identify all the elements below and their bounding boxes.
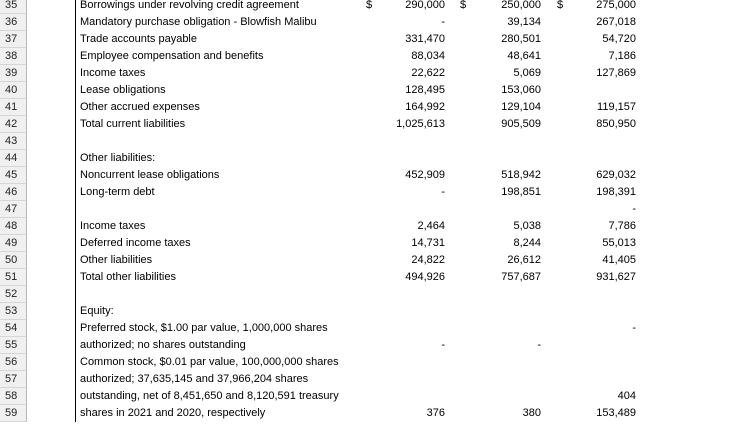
sheet-row-54[interactable]: [0, 320, 745, 337]
row-header[interactable]: 40: [0, 82, 27, 99]
row-header[interactable]: 49: [0, 235, 27, 252]
row-label[interactable]: outstanding, net of 8,451,650 and 8,120,591 treasury: [80, 390, 339, 402]
column-border: [75, 116, 76, 133]
row-label[interactable]: Other liabilities:: [80, 152, 156, 164]
value-cell-c2[interactable]: 5,069: [513, 67, 541, 79]
sheet-row-47[interactable]: [0, 201, 745, 218]
value-cell-c3[interactable]: 198,391: [596, 186, 636, 198]
value-cell-c2[interactable]: 518,942: [501, 169, 541, 181]
column-border: [75, 0, 76, 14]
column-border: [75, 218, 76, 235]
value-cell-c1[interactable]: -: [441, 16, 445, 28]
value-cell-c2[interactable]: [455, 320, 541, 336]
sheet-row-39[interactable]: [0, 65, 745, 82]
row-label[interactable]: Noncurrent lease obligations: [80, 169, 220, 181]
sheet-row-53[interactable]: [0, 303, 745, 320]
sheet-row-52[interactable]: [0, 286, 745, 303]
value-cell-c1[interactable]: 88,034: [411, 50, 445, 62]
row-header[interactable]: 55: [0, 337, 27, 354]
value-cell-c2[interactable]: 48,641: [507, 50, 541, 62]
value-cell-c3[interactable]: 275,000: [596, 0, 636, 11]
value-cell-c2[interactable]: [455, 354, 541, 370]
column-border: [75, 371, 76, 388]
sheet-row-45[interactable]: [0, 167, 745, 184]
sheet-row-40[interactable]: [0, 82, 745, 99]
row-header[interactable]: 58: [0, 388, 27, 405]
dollar-sign: $: [557, 0, 564, 11]
row-label[interactable]: shares in 2021 and 2020, respectively: [80, 407, 266, 419]
value-cell-c1[interactable]: [360, 133, 445, 149]
row-header[interactable]: 57: [0, 371, 27, 388]
value-cell-c2[interactable]: [455, 150, 541, 166]
row-label[interactable]: Lease obligations: [80, 84, 166, 96]
row-header[interactable]: 42: [0, 116, 27, 133]
row-label[interactable]: Deferred income taxes: [80, 237, 191, 249]
value-cell-c3[interactable]: 7,786: [608, 220, 636, 232]
value-cell-c1[interactable]: [360, 201, 445, 217]
row-header[interactable]: 36: [0, 14, 27, 31]
row-header[interactable]: 41: [0, 99, 27, 116]
sheet-row-43[interactable]: [0, 133, 745, 150]
value-cell-c3[interactable]: [548, 337, 636, 353]
value-cell-c1[interactable]: -: [441, 186, 445, 198]
row-header[interactable]: 47: [0, 201, 27, 218]
value-cell-c2[interactable]: 8,244: [513, 237, 541, 249]
row-header[interactable]: 56: [0, 354, 27, 371]
sheet-row-44[interactable]: [0, 150, 745, 167]
column-border: [75, 388, 76, 405]
row-header[interactable]: 51: [0, 269, 27, 286]
row-label[interactable]: Total current liabilities: [80, 118, 186, 130]
row-header[interactable]: 46: [0, 184, 27, 201]
row-header[interactable]: 37: [0, 31, 27, 48]
value-cell-c1[interactable]: [360, 320, 445, 336]
value-cell-c3[interactable]: [548, 286, 636, 302]
sheet-row-56[interactable]: [0, 354, 745, 371]
column-border: [75, 31, 76, 48]
value-cell-c1[interactable]: 290,000: [405, 0, 445, 11]
column-border: [75, 65, 76, 82]
value-cell-c3[interactable]: 153,489: [596, 407, 636, 419]
value-cell-c3[interactable]: [548, 82, 636, 98]
row-label[interactable]: Income taxes: [80, 220, 146, 232]
value-cell-c3[interactable]: 55,013: [602, 237, 636, 249]
value-cell-c1[interactable]: 331,470: [405, 33, 445, 45]
row-header[interactable]: 59: [0, 405, 27, 422]
sheet-row-57[interactable]: [0, 371, 745, 388]
dollar-sign: $: [460, 0, 467, 11]
column-border: [75, 48, 76, 65]
column-border: [75, 320, 76, 337]
value-cell-c2[interactable]: 39,134: [507, 16, 541, 28]
value-cell-c1[interactable]: -: [441, 339, 445, 351]
row-label[interactable]: Other accrued expenses: [80, 101, 200, 113]
value-cell-c3[interactable]: 850,950: [596, 118, 636, 130]
row-header[interactable]: 50: [0, 252, 27, 269]
column-border: [75, 405, 76, 422]
value-cell-c1[interactable]: [360, 150, 445, 166]
column-border: [75, 303, 76, 320]
value-cell-c2[interactable]: -: [537, 339, 541, 351]
sheet-row-58[interactable]: [0, 388, 745, 405]
row-label[interactable]: Common stock, $0.01 par value, 100,000,000 shares: [80, 356, 339, 368]
value-cell-c1[interactable]: [360, 303, 445, 319]
value-cell-c3[interactable]: 7,186: [608, 50, 636, 62]
value-cell-c3[interactable]: [548, 133, 636, 149]
value-cell-c2[interactable]: 153,060: [501, 84, 541, 96]
value-cell-c2[interactable]: 129,104: [501, 101, 541, 113]
value-cell-c1[interactable]: 22,622: [411, 67, 445, 79]
column-border: [75, 167, 76, 184]
value-cell-c3[interactable]: [548, 354, 636, 370]
value-cell-c3[interactable]: 931,627: [596, 271, 636, 283]
column-border: [75, 235, 76, 252]
column-border: [75, 150, 76, 167]
column-border: [75, 133, 76, 150]
column-border: [75, 99, 76, 116]
row-label[interactable]: Mandatory purchase obligation - Blowfish Malibu: [80, 16, 317, 28]
row-label[interactable]: authorized; no shares outstanding: [80, 339, 246, 351]
column-border: [75, 286, 76, 303]
value-cell-c1[interactable]: 164,992: [405, 101, 445, 113]
sheet-row-46[interactable]: [0, 184, 745, 201]
dollar-sign: $: [366, 0, 373, 11]
value-cell-c2[interactable]: 5,038: [513, 220, 541, 232]
value-cell-c1[interactable]: 24,822: [411, 254, 445, 266]
row-label[interactable]: Preferred stock, $1.00 par value, 1,000,000 shares: [80, 322, 328, 334]
sheet-row-36[interactable]: [0, 14, 745, 31]
value-cell-c3[interactable]: [548, 303, 636, 319]
column-border: [75, 184, 76, 201]
value-cell-c1[interactable]: [360, 388, 445, 404]
sheet-row-51[interactable]: [0, 269, 745, 286]
value-cell-c1[interactable]: 14,731: [411, 237, 445, 249]
value-cell-c1[interactable]: 1,025,613: [396, 118, 445, 130]
value-cell-c1[interactable]: [360, 286, 445, 302]
sheet-row-42[interactable]: [0, 116, 745, 133]
row-header[interactable]: 44: [0, 150, 27, 167]
value-cell-c3[interactable]: [548, 150, 636, 166]
sheet-row-48[interactable]: [0, 218, 745, 235]
value-cell-c2[interactable]: 380: [522, 407, 541, 419]
value-cell-c1[interactable]: 376: [426, 407, 445, 419]
row-label[interactable]: Other liabilities: [80, 254, 153, 266]
value-cell-c2[interactable]: 757,687: [501, 271, 541, 283]
column-border: [75, 337, 76, 354]
value-cell-c3[interactable]: 629,032: [596, 169, 636, 181]
row-header[interactable]: 45: [0, 167, 27, 184]
value-cell-c2[interactable]: 26,612: [507, 254, 541, 266]
column-border: [75, 269, 76, 286]
sheet-row-59[interactable]: [0, 405, 745, 422]
sheet-row-41[interactable]: [0, 99, 745, 116]
value-cell-c3[interactable]: [548, 371, 636, 387]
value-cell-c1[interactable]: 128,495: [405, 84, 445, 96]
sheet-row-37[interactable]: [0, 31, 745, 48]
sheet-row-49[interactable]: [0, 235, 745, 252]
value-cell-c3[interactable]: 54,720: [602, 33, 636, 45]
value-cell-c2[interactable]: 905,509: [501, 118, 541, 130]
row-label[interactable]: Total other liabilities: [80, 271, 176, 283]
row-header[interactable]: 54: [0, 320, 27, 337]
column-border: [75, 201, 76, 218]
value-cell-c2[interactable]: [455, 133, 541, 149]
sheet-row-35[interactable]: [0, 0, 745, 14]
value-cell-c2[interactable]: [455, 201, 541, 217]
row-header[interactable]: 39: [0, 65, 27, 82]
value-cell-c2[interactable]: 250,000: [501, 0, 541, 11]
value-cell-c3[interactable]: 119,157: [597, 101, 636, 113]
value-cell-c3[interactable]: 127,869: [596, 67, 636, 79]
row-label[interactable]: Trade accounts payable: [80, 33, 197, 45]
row-label[interactable]: Long-term debt: [80, 186, 155, 198]
row-label[interactable]: Employee compensation and benefits: [80, 50, 264, 62]
row-header[interactable]: 38: [0, 48, 27, 65]
column-border: [75, 14, 76, 31]
value-cell-c2[interactable]: [455, 286, 541, 302]
row-header[interactable]: 43: [0, 133, 27, 150]
sheet-row-50[interactable]: [0, 252, 745, 269]
value-cell-c2[interactable]: [455, 388, 541, 404]
row-header[interactable]: 53: [0, 303, 27, 320]
value-cell-c3[interactable]: 267,018: [596, 16, 636, 28]
row-label[interactable]: Equity:: [80, 305, 114, 317]
value-cell-c3[interactable]: 404: [617, 390, 636, 402]
value-cell-c2[interactable]: 198,851: [501, 186, 541, 198]
value-cell-c3[interactable]: -: [632, 322, 636, 334]
value-cell-c1[interactable]: 2,464: [417, 220, 445, 232]
value-cell-c2[interactable]: [455, 303, 541, 319]
row-label[interactable]: Borrowings under revolving credit agreement: [80, 0, 299, 11]
sheet-row-55[interactable]: [0, 337, 745, 354]
sheet-row-38[interactable]: [0, 48, 745, 65]
row-label[interactable]: Income taxes: [80, 67, 146, 79]
value-cell-c1[interactable]: 494,926: [405, 271, 445, 283]
row-header[interactable]: 52: [0, 286, 27, 303]
value-cell-c2[interactable]: [455, 371, 541, 387]
column-border: [75, 354, 76, 371]
value-cell-c2[interactable]: 280,501: [501, 33, 541, 45]
value-cell-c3[interactable]: -: [632, 203, 636, 215]
row-header[interactable]: 35: [0, 0, 27, 14]
row-header[interactable]: 48: [0, 218, 27, 235]
row-label[interactable]: authorized; 37,635,145 and 37,966,204 shares: [80, 373, 309, 385]
column-border: [75, 252, 76, 269]
value-cell-c3[interactable]: 41,405: [602, 254, 636, 266]
value-cell-c1[interactable]: [360, 354, 445, 370]
column-border: [75, 82, 76, 99]
value-cell-c1[interactable]: [360, 371, 445, 387]
value-cell-c1[interactable]: 452,909: [405, 169, 445, 181]
